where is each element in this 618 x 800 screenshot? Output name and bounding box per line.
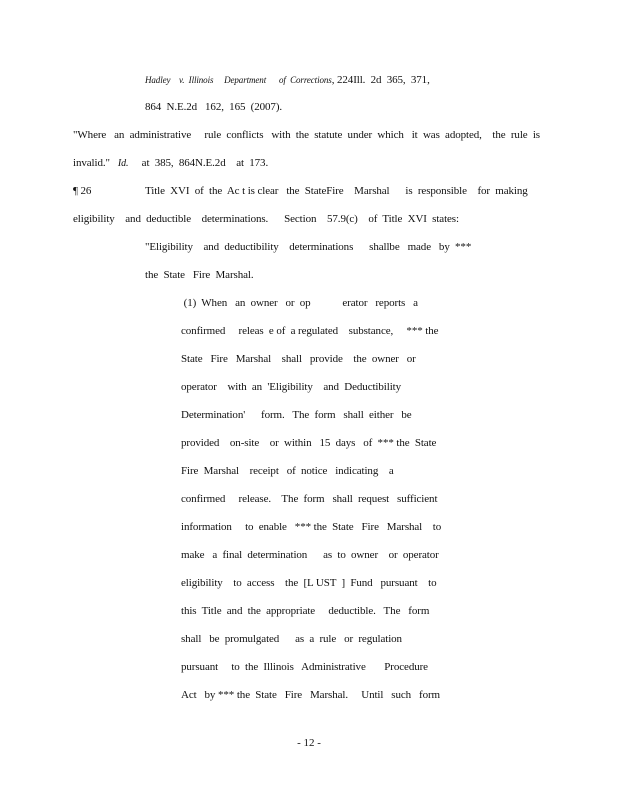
subsection-line: pursuant to the Illinois Administrative Procedure [181,661,428,673]
subsection-line: Act by *** the State Fire Marshal. Until such form [181,689,440,701]
citation-line-1 [145,73,430,87]
paragraph-marker: ¶ 26 [73,185,92,197]
quote-line-2 [73,156,268,171]
para26-line-2: eligibility and deductible determinations. Section 57.9(c) of Title XVI states: [73,213,459,225]
subsection-line: provided on-site or within 15 days of *** the State [181,437,437,449]
subsection-line: confirmed releas e of a regulated substance, *** the [181,325,439,337]
subsection-line: information to enable *** the State Fire Marshal to [181,521,442,533]
quote-pin-cite: at 385, 864N.E.2d at 173. [141,157,269,169]
page-number: - 12 - [297,737,321,749]
quote-invalid: invalid." [73,157,110,169]
block-quote-line-2: the State Fire Marshal. [145,269,254,281]
subsection-line: Determination' form. The form shall either be [181,409,412,421]
subsection-line: this Title and the appropriate deductible. The form [181,605,430,617]
id-signal: Id. [117,158,129,169]
subsection-line: (1) When an owner or op erator reports a [181,297,418,309]
subsection-line: shall be promulgated as a rule or regulation [181,633,402,645]
case-name: Hadley v. Illinois Department of Corrections [145,75,332,85]
subsection-line: State Fire Marshal shall provide the owner or [181,353,416,365]
block-quote-line-1: "Eligibility and deductibility determinations shallbe made by *** [145,241,472,253]
subsection-line: eligibility to access the [L UST ] Fund pursuant to [181,577,437,589]
citation-line-2: 864 N.E.2d 162, 165 (2007). [145,101,283,113]
subsection-line: Fire Marshal receipt of notice indicating a [181,465,394,477]
citation-reporter: , 224Ill. 2d 365, 371, [331,74,430,86]
para26-line-1: Title XVI of the Ac t is clear the StateFire Marshal is responsible for making [145,185,528,197]
subsection-line: operator with an 'Eligibility and Deductibility [181,381,402,393]
quote-line-1: "Where an administrative rule conflicts with the statute under which it was adopted, the rule is [73,129,540,141]
subsection-line: make a final determination as to owner or operator [181,549,439,561]
subsection-line: confirmed release. The form shall request sufficient [181,493,438,505]
